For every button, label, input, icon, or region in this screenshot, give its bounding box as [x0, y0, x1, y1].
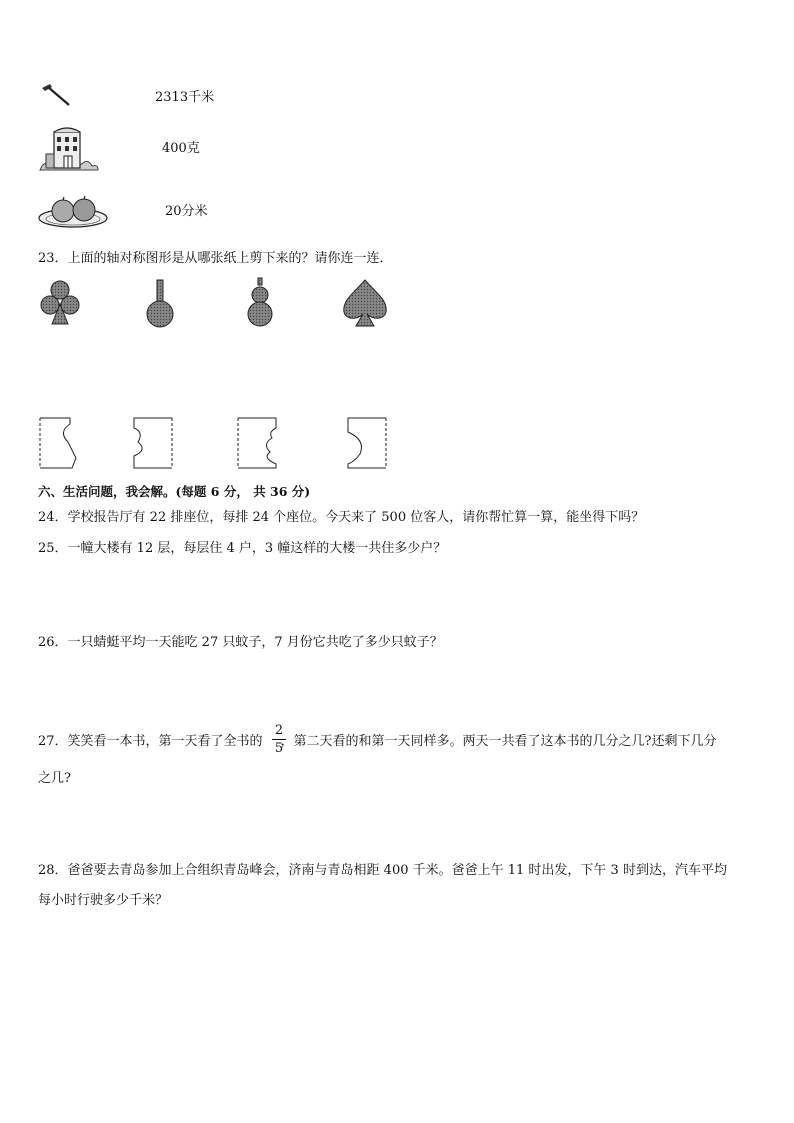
- match-value-1: 2313千米: [155, 90, 215, 105]
- question-24: 24．学校报告厅有 22 排座位，每排 24 个座位。今天来了 500 位客人，请你帮忙算一算，能坐得下吗？: [38, 510, 645, 525]
- question-23: 23．上面的轴对称图形是从哪张纸上剪下来的？请你连一连．: [38, 251, 393, 266]
- gourd-shape-icon: [248, 278, 272, 326]
- match-value-2: 400克: [162, 141, 200, 156]
- folded-paper-1-icon[interactable]: [40, 418, 76, 468]
- club-shape-icon: [41, 281, 79, 324]
- section-6-heading: 六、生活问题，我会解。(每题 6 分， 共 36 分): [38, 484, 311, 499]
- fraction-denominator: 5: [274, 741, 284, 756]
- question-27-line1: [38, 734, 717, 750]
- question-25: 25．一幢大楼有 12 层，每层住 4 户，3 幢这样的大楼一共住多少户？: [38, 541, 447, 556]
- folded-papers: [30, 414, 400, 472]
- fraction-numerator: 2: [274, 723, 284, 738]
- fruit-plate-icon: [37, 193, 109, 229]
- folded-paper-4-icon[interactable]: [348, 418, 386, 468]
- question-26: 26．一只蜻蜓平均一天能吃 27 只蚊子，7 月份它共吃了多少只蚊子？: [38, 635, 443, 650]
- nail-icon: [40, 82, 72, 108]
- match-value-3: 20分米: [165, 204, 208, 219]
- symmetric-shapes: [30, 276, 400, 336]
- folded-paper-2-icon[interactable]: [134, 418, 172, 468]
- pin-shape-icon: [147, 280, 173, 327]
- question-28-line2: 每小时行驶多少千米？: [38, 893, 169, 908]
- folded-paper-3-icon[interactable]: [238, 418, 276, 468]
- building-icon: [38, 124, 100, 172]
- fruit-plate-picture: [37, 193, 109, 229]
- fraction-two-fifths: [272, 723, 286, 756]
- building-picture: [38, 124, 100, 172]
- question-27-text-before: 27．笑笑看一本书，第一天看了全书的: [38, 734, 263, 749]
- question-28-line1: 28．爸爸要去青岛参加上合组织青岛峰会，济南与青岛相距 400 千米。爸爸上午 11 时出发，下午 3 时到达，汽车平均: [38, 863, 727, 878]
- question-27-text-after: ，第二天看的和第一天同样多。两天一共看了这本书的几分之几?还剩下几分: [280, 734, 717, 749]
- spade-shape-icon: [344, 280, 386, 326]
- nail-picture: [40, 82, 72, 108]
- question-27-line2: 之几?: [38, 771, 71, 786]
